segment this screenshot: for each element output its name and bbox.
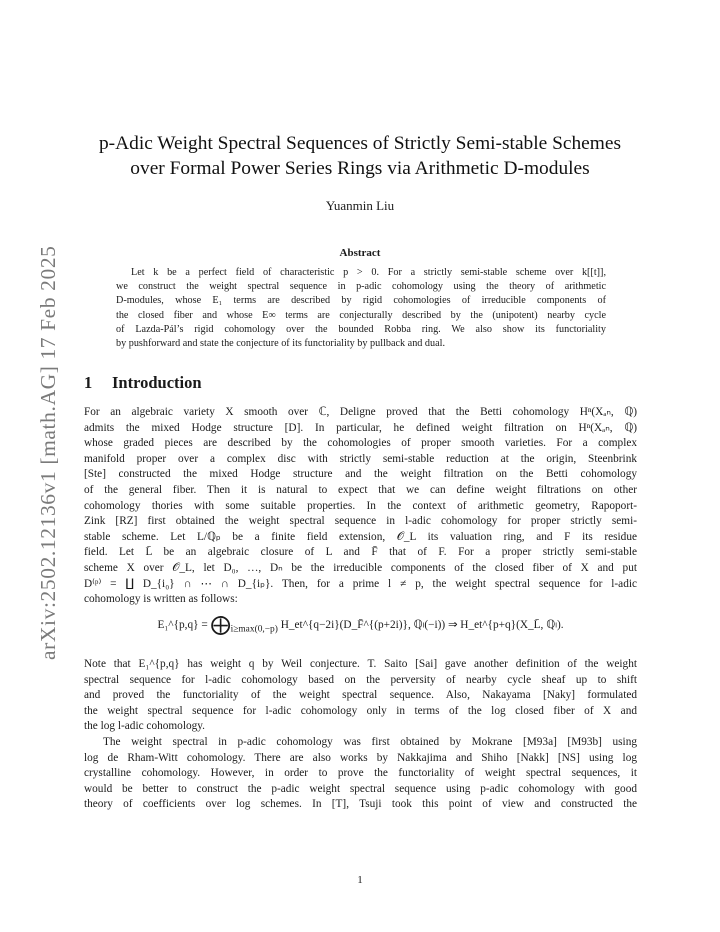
text-line: the log l-adic cohomology. — [84, 720, 205, 733]
paragraph-1 — [84, 405, 637, 608]
text-line: D⁽ᵖ⁾ = ∐ D_{i₀} ∩ ⋯ ∩ D_{iₚ}. Then, for a prime l ≠ p, the weight spectral sequence for l-adic — [84, 577, 637, 590]
paper-title — [60, 131, 660, 181]
text-line: log de Rham-Witt cohomology. There are also works by Nakkajima and Shiho [Nakk] [NS] using log — [84, 751, 637, 764]
text-line: admits the mixed Hodge structure [D]. In particular, he defined weight filtration on Hⁿ(Xₐₙ, ℚ) — [84, 421, 637, 434]
text-line: scheme X over 𝒪_L, let D₀, …, Dₙ be the irreducible components of the closed fiber of X and put — [84, 561, 637, 574]
text-line: the weight spectral sequence for l-adic cohomology only in terms of the log closed fiber of X and — [84, 704, 637, 717]
text-line: stable scheme. Let L/ℚₚ be a finite field extension, 𝒪_L its valuation ring, and F its residue — [84, 530, 637, 543]
title-line-2: over Formal Power Series Rings via Arithmetic D-modules — [130, 158, 590, 179]
paragraph-2 — [84, 657, 637, 813]
text-line: would be better to construct the p-adic weight spectral sequence using p-adic cohomology with good — [84, 782, 637, 795]
text-line: spectral sequence for l-adic cohomology based on the perversity of nearby cycle sheaf up to shift — [84, 673, 637, 686]
section-number: 1 — [84, 373, 93, 392]
abstract-line: Let k be a perfect field of characteristic p > 0. For a strictly semi-stable scheme over k[[t]], — [131, 267, 606, 278]
section-title: Introduction — [112, 373, 202, 392]
section-heading — [84, 373, 202, 393]
abstract-line: by pushforward and state the conjecture of its functoriality by pullback and dual. — [116, 338, 446, 350]
author-name: Yuanmin Liu — [325, 198, 395, 213]
text-line: of the general fiber. Then it is natural to expect that we can define weight filtrations on other — [84, 483, 637, 496]
text-line: Note that E₁^{p,q} has weight q by Weil conjecture. T. Saito [Sai] gave another definition of the weight — [84, 658, 637, 670]
text-line: crystalline cohomology. However, in order to prove the functoriality of weight spectral sequences, it — [84, 767, 637, 780]
page-number: 1 — [357, 874, 363, 886]
abstract-heading: Abstract — [339, 247, 381, 259]
text-line: [Ste] constructed the mixed Hodge structure and the weight filtration on the Betti cohomology — [84, 468, 637, 481]
abstract-line: of Lazda-Pál’s rigid cohomology over the bounded Robba ring. We also show its functoriality — [116, 323, 606, 335]
title-line-1: p-Adic Weight Spectral Sequences of Strictly Semi-stable Schemes — [98, 133, 622, 154]
text-line: and proved the functoriality of the weight spectral sequence. Also, Nakayama [Naky] formulated — [84, 689, 637, 702]
text-line: manifold proper over a complex disc with strictly semi-stable reduction at the origin, Steenbrink — [84, 452, 637, 465]
text-line: theory of coefficients over log schemes. In [T], Tsuji took this point of view and constructed the — [84, 798, 637, 811]
abstract-line: D-modules, whose E₁ terms are described by rigid cohomologies of irreducible components of — [116, 295, 606, 307]
equation-rhs: H_et^{q−2i}(D_F̄^{(p+2i)}, ℚₗ(−i)) ⇒ H_et^{p+q}(X_L̄, ℚₗ). — [280, 619, 564, 631]
text-line: The weight spectral in p-adic cohomology was first obtained by Mokrane [M93a] [M93b] using — [103, 735, 637, 748]
abstract-line: the closed fiber and whose E∞ terms are conjecturally described by the (unipotent) nearby cycle — [116, 309, 606, 321]
equation-lhs: E₁^{p,q} = — [157, 619, 208, 631]
text-line: Zink [RZ] first obtained the weight spectral sequence in l-adic cohomology for proper strictly semi- — [84, 515, 637, 528]
text-line: whose graded pieces are described by the cohomologies of proper smooth varieties. For a complex — [84, 437, 637, 450]
abstract-line: we construct the weight spectral sequence in p-adic cohomology using the theory of arithmetic — [116, 281, 606, 293]
display-equation — [84, 612, 637, 637]
text-line: field. Let L̄ be an algebraic closure of L and F̄ that of F. For a proper strictly semi-stable — [84, 546, 637, 559]
text-line: cohomology is written as follows: — [84, 593, 238, 606]
equation-subscript: i≥max(0,−p) — [230, 624, 278, 635]
text-line: For an algebraic variety X smooth over ℂ, Deligne proved that the Betti cohomology Hⁿ(Xₐₙ, ℚ) — [84, 406, 637, 418]
direct-sum-operator: ⨁ — [210, 614, 231, 636]
arxiv-identifier[interactable]: arXiv:2502.12136v1 [math.AG] 17 Feb 2025 — [36, 245, 60, 660]
text-line: cohomology thories with some suitable properties. In the context of arithmetic geometry, Rapoport- — [84, 499, 637, 512]
abstract-body — [116, 266, 606, 351]
